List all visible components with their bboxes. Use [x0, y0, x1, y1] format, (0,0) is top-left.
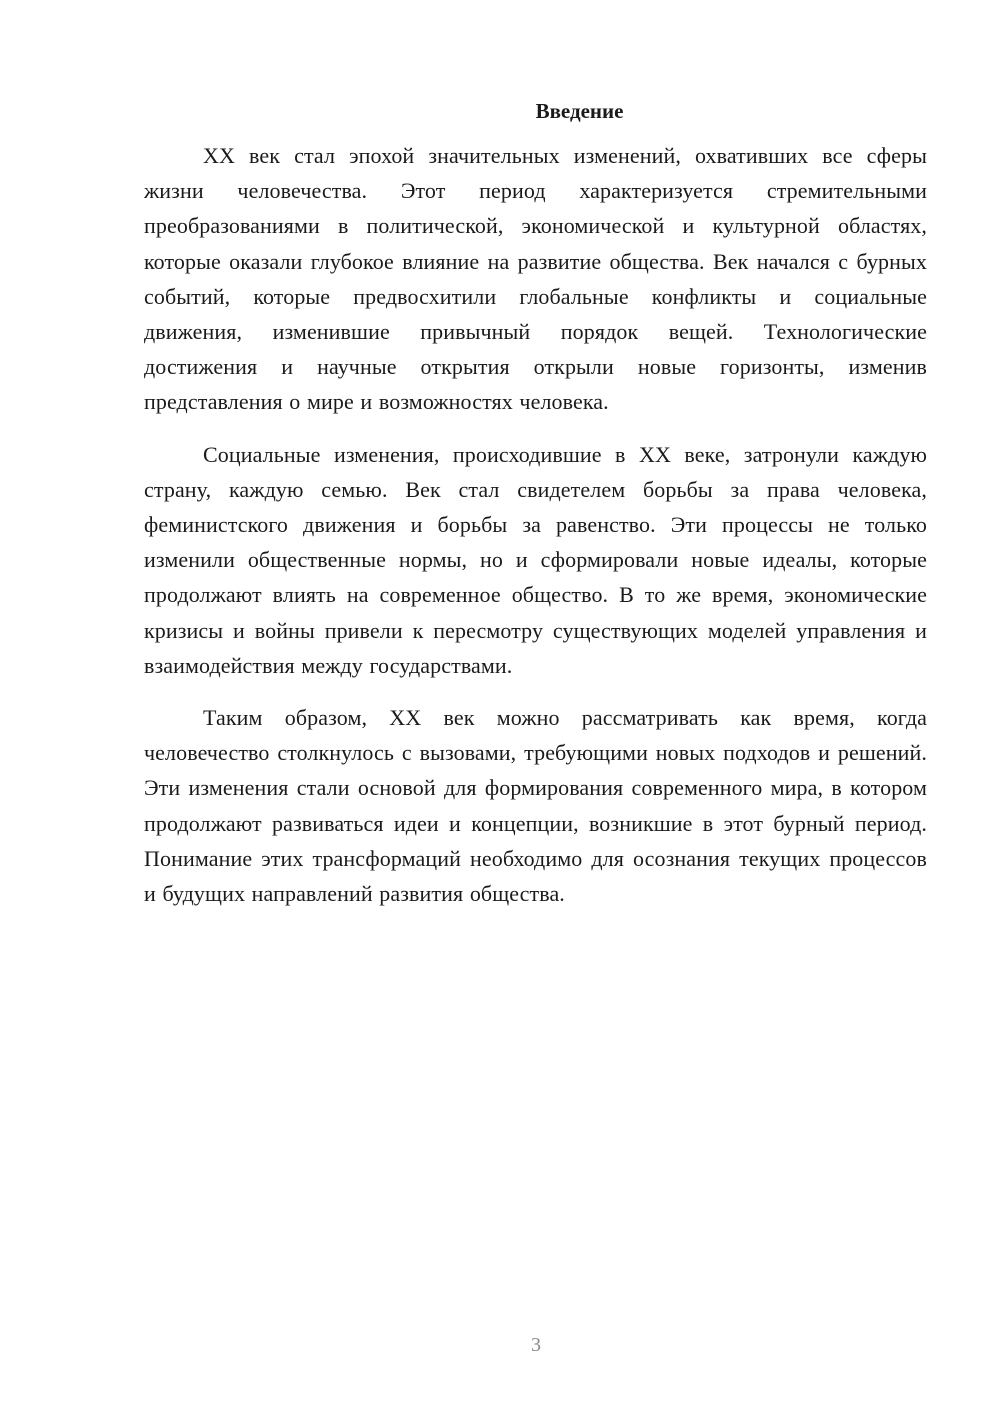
page-number: 3: [531, 1334, 541, 1356]
page-content: [144, 96, 927, 928]
paragraph-3: Таким образом, XX век можно рассматривать как время, когда человечество столкнулось с вызовами, требующими новых подходов и решений. Эти изменения стали основой для формирования современного мира, в котором продолжают развиваться идеи и концепции, возникшие в этот бурный период. Понимание этих трансформаций необходимо для осознания текущих процессов и будущих направлений развития общества.: [144, 705, 927, 907]
paragraph-1: XX век стал эпохой значительных изменений, охвативших все сферы жизни человечества. Этот период характеризуется стремительными преобразованиями в политической, экономической и культурной областях, которые оказали глубокое влияние на развитие общества. Век начался с бурных событий, которые предвосхитили глобальные конфликты и социальные движения, изменившие привычный порядок вещей. Технологические достижения и научные открытия открыли новые горизонты, изменив представления о мире и возможностях человека.: [144, 143, 927, 415]
page-title: Введение: [535, 99, 624, 123]
paragraph-2: Социальные изменения, происходившие в XX веке, затронули каждую страну, каждую семью. Век стал свидетелем борьбы за права человека, феминистского движения и борьбы за равенство. Эти процессы не только изменили общественные нормы, но и сформировали новые идеалы, которые продолжают влиять на современное общество. В то же время, экономические кризисы и войны привели к пересмотру существующих моделей управления и взаимодействия между государствами.: [144, 441, 927, 678]
